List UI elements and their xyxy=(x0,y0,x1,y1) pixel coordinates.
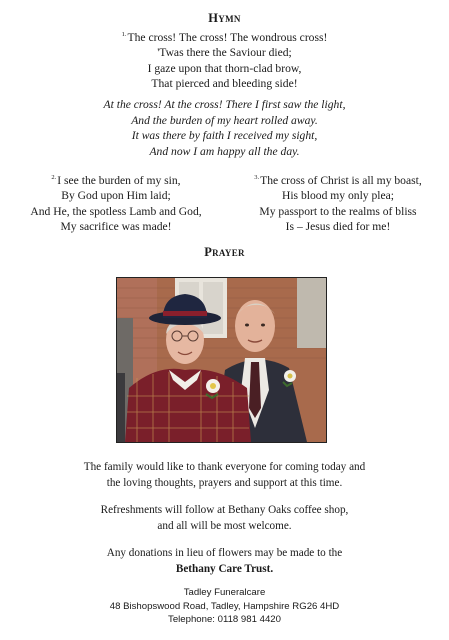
donations-message xyxy=(0,546,449,577)
verse-2-number: 2. xyxy=(51,174,57,181)
family-photo-illustration xyxy=(117,278,326,442)
hymn-chorus xyxy=(0,97,449,159)
verse-2-line-3: And He, the spotless Lamb and God, xyxy=(30,204,202,218)
chorus-line-3: It was there by faith I received my sight, xyxy=(131,129,318,142)
refreshments-message xyxy=(0,503,449,534)
verse-2-line-1: $^{2.}$I see the burden of my sin, xyxy=(51,173,181,187)
refreshments-line-2: and all will be most welcome. xyxy=(157,519,292,532)
thanks-line-1: The family would like to thank everyone for coming today and xyxy=(83,461,366,473)
verse-3-line-4: Is – Jesus died for me! xyxy=(285,220,391,234)
chorus-line-1: At the cross! At the cross! There I first saw the light, xyxy=(103,98,346,111)
hymn-verse-2 xyxy=(0,170,232,235)
donations-line: Any donations in lieu of flowers may be made to the xyxy=(106,547,343,559)
verse-1-number: 1. xyxy=(121,31,127,38)
hymn-verse-3 xyxy=(232,170,444,235)
family-photo xyxy=(116,277,327,443)
verse-3-line-1: $^{3.}$The cross of Christ is all my boast, xyxy=(254,173,422,187)
hymn-verse-1 xyxy=(0,27,449,92)
chorus-line-4: And now I am happy all the day. xyxy=(149,144,300,158)
footer-address: 48 Bishopswood Road, Tadley, Hampshire RG26 4HD xyxy=(109,600,340,612)
verse-1-line-1: $^{1.}$The cross! The cross! The wondrous cross! xyxy=(121,30,328,44)
refreshments-line-1: Refreshments will follow at Bethany Oaks coffee shop, xyxy=(100,504,349,516)
footer-telephone: Telephone: 0118 981 4420 xyxy=(168,614,281,625)
footer-company-name: Tadley Funeralcare xyxy=(183,587,266,598)
verse-2-line-2: By God upon Him laid; xyxy=(61,189,171,203)
charity-name: Bethany Care Trust. xyxy=(175,562,274,575)
chorus-line-2: And the burden of my heart rolled away. xyxy=(131,113,318,127)
thanks-message xyxy=(0,460,449,491)
verse-1-line-2: 'Twas there the Saviour died; xyxy=(157,46,292,60)
hymn-heading: Hymn xyxy=(208,11,241,25)
verse-2-line-4: My sacrifice was made! xyxy=(60,220,172,234)
verse-1-line-3: I gaze upon that thorn-clad brow, xyxy=(147,61,302,75)
verse-1-line-4: That pierced and bleeding side! xyxy=(151,77,298,91)
verse-3-number: 3. xyxy=(254,174,260,181)
prayer-heading: Prayer xyxy=(204,245,245,259)
verse-3-line-2: His blood my only plea; xyxy=(281,189,395,203)
thanks-line-2: the loving thoughts, prayers and support at this time. xyxy=(106,476,343,489)
funeral-director-footer xyxy=(0,586,449,627)
verse-3-line-3: My passport to the realms of bliss xyxy=(259,204,417,218)
